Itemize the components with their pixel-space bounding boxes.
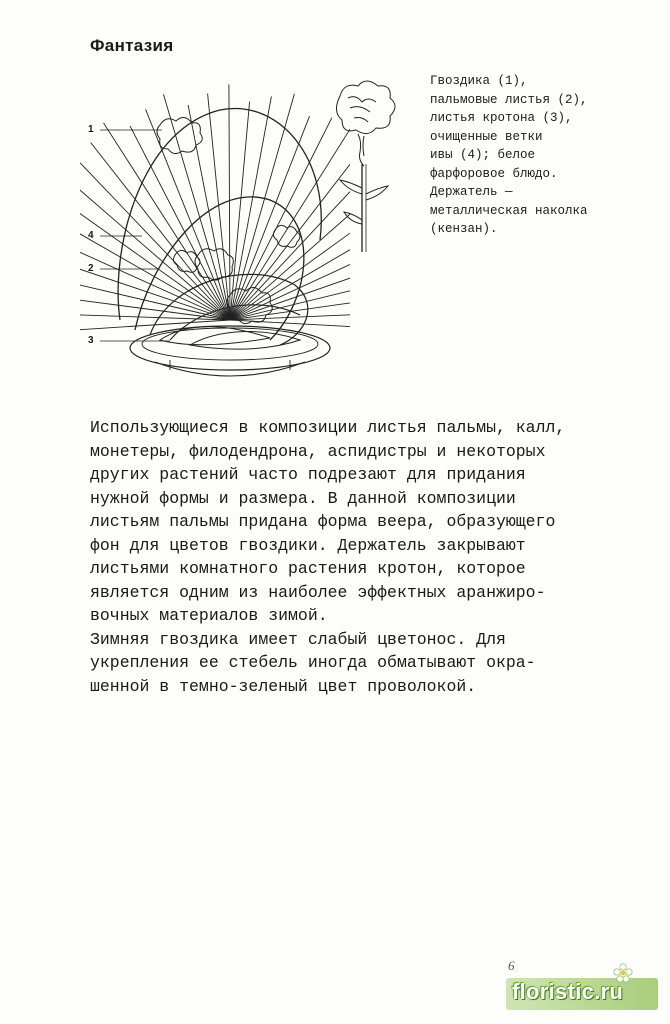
- caption-line: (кензан).: [430, 222, 498, 236]
- palm-ray: [229, 84, 230, 320]
- caption-line: Держатель —: [430, 185, 513, 199]
- text-line: листьям пальмы придана форма веера, образующего: [90, 512, 556, 531]
- arrangement-illustration: [80, 70, 350, 390]
- text-line: монетеры, филодендрона, аспидистры и некоторых: [90, 441, 546, 461]
- caption-line: листья кротона (3),: [430, 111, 573, 125]
- palm-ray: [80, 225, 230, 320]
- palm-ray: [80, 163, 230, 320]
- page-title: Фантазия: [90, 36, 174, 55]
- palm-ray: [146, 109, 230, 320]
- watermark: [500, 972, 623, 1012]
- text-line: вочных материалов зимой.: [90, 606, 328, 625]
- palm-ray: [91, 143, 230, 321]
- body-paragraphs: [90, 416, 630, 698]
- text-line: шенной в темно-зеленый цвет проволокой.: [90, 676, 477, 696]
- callout-label: 3: [88, 335, 94, 346]
- text-line: других растений часто подрезают для придания: [90, 465, 526, 484]
- text-line: Зимняя гвоздика имеет слабый цветонос. Для: [90, 629, 506, 649]
- caption-line: пальмовые листья (2),: [430, 92, 588, 107]
- text-line: является одним из наиболее эффектных аранжиро-: [90, 582, 546, 602]
- text-line: листьями комнатного растения кротон, которое: [90, 559, 526, 578]
- caption-line: металлическая наколка: [430, 203, 588, 218]
- callout-label: 2: [88, 263, 94, 274]
- caption-line: Гвоздика (1),: [430, 74, 528, 88]
- text-line: укрепления ее стебель иногда обматывают окра-: [90, 653, 536, 672]
- carnation-illustration: [318, 74, 408, 259]
- text-line: фон для цветов гвоздики. Держатель закрывают: [90, 535, 526, 555]
- watermark-text: floristic.ru: [512, 979, 624, 1004]
- callout-label: 4: [88, 230, 94, 241]
- page-number: 6: [508, 958, 515, 973]
- figure-caption: [430, 72, 635, 239]
- text-line: Использующиеся в композиции листья пальмы, калл,: [90, 418, 566, 437]
- caption-line: ивы (4); белое: [430, 148, 536, 162]
- palm-ray: [208, 94, 230, 320]
- caption-line: очищенные ветки: [430, 129, 543, 144]
- caption-line: фарфоровое блюдо.: [430, 166, 558, 181]
- text-line: нужной формы и размера. В данной композиции: [90, 488, 516, 508]
- callout-label: 1: [88, 124, 94, 135]
